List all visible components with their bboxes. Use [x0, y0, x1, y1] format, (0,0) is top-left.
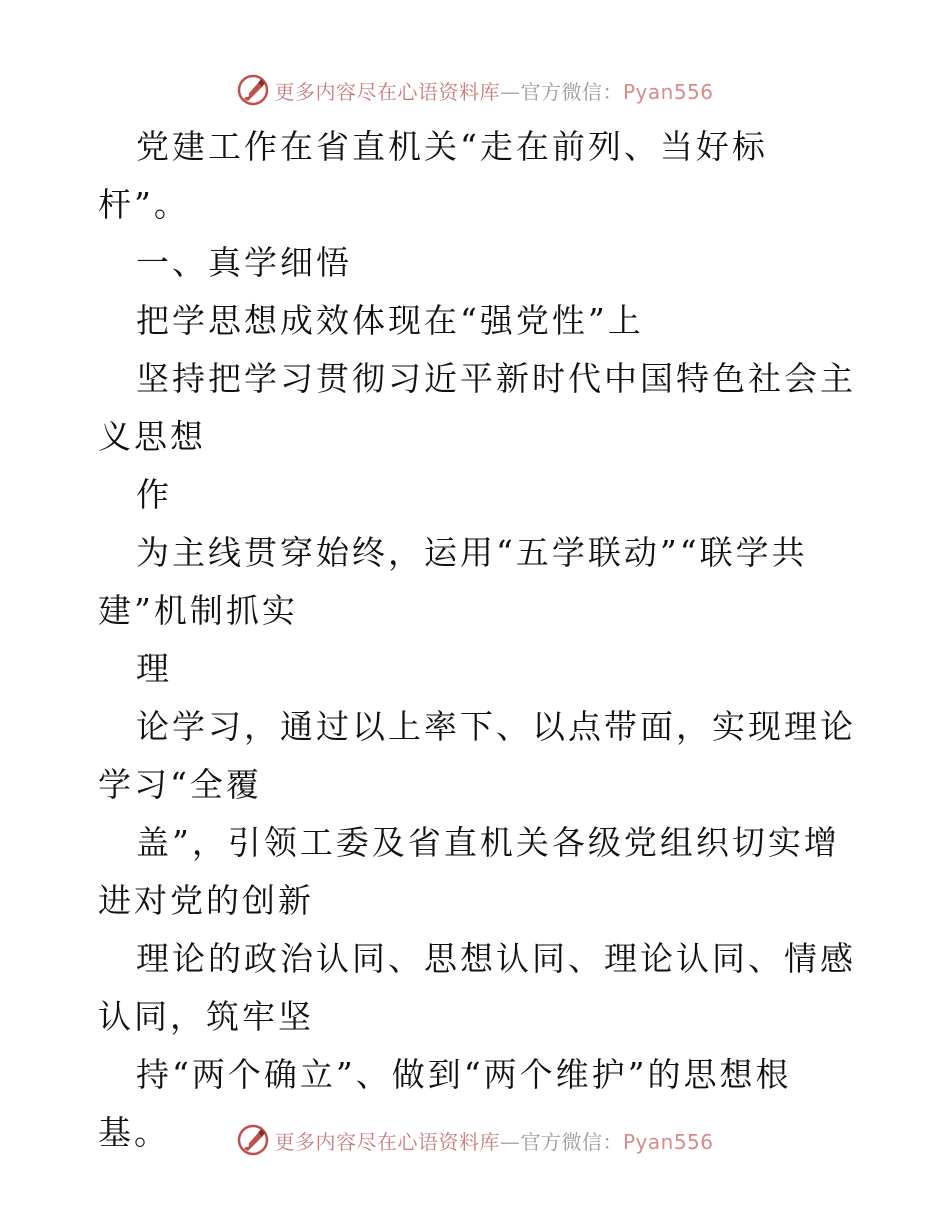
subheading: 把学思想成效体现在“强党性”上 — [136, 301, 644, 340]
section-heading: 一、真学细悟 — [136, 243, 352, 282]
footer-site-text: 更多内容尽在心语资料库 — [274, 1129, 500, 1154]
paragraph: 党建工作在省直机关“走在前列、当好标杆”。 — [98, 127, 768, 224]
header-official-label: 官方微信： — [520, 79, 623, 104]
footer-dash: — — [499, 1129, 521, 1154]
header-dash: — — [499, 79, 521, 104]
footer-banner — [0, 1120, 950, 1160]
header-banner — [0, 70, 950, 110]
header-site-text: 更多内容尽在心语资料库 — [274, 79, 500, 104]
pen-logo-icon — [236, 73, 270, 107]
pen-logo-icon — [236, 1123, 270, 1157]
paragraph: 为主线贯穿始终，运用“五学联动”“联学共建”机制抓实 — [98, 533, 808, 630]
paragraph: 论学习，通过以上率下、以点带面，实现理论学习“全覆 — [98, 707, 856, 804]
paragraph: 盖”，引领工委及省直机关各级党组织切实增进对党的创新 — [98, 823, 840, 920]
paragraph: 理 — [136, 649, 172, 688]
document-body — [98, 118, 858, 1162]
header-banner-text — [274, 76, 713, 105]
paragraph: 理论的政治认同、思想认同、理论认同、情感认同，筑牢坚 — [98, 939, 856, 1036]
footer-banner-text — [274, 1126, 713, 1155]
paragraph: 作 — [136, 475, 172, 514]
footer-account: Pyan556 — [622, 1129, 714, 1154]
paragraph: 坚持把学习贯彻习近平新时代中国特色社会主义思想 — [98, 359, 856, 456]
header-account: Pyan556 — [622, 79, 714, 104]
paragraph: 持“两个确立”、做到“两个维护”的思想根基。 — [98, 1055, 792, 1152]
footer-official-label: 官方微信： — [520, 1129, 623, 1154]
